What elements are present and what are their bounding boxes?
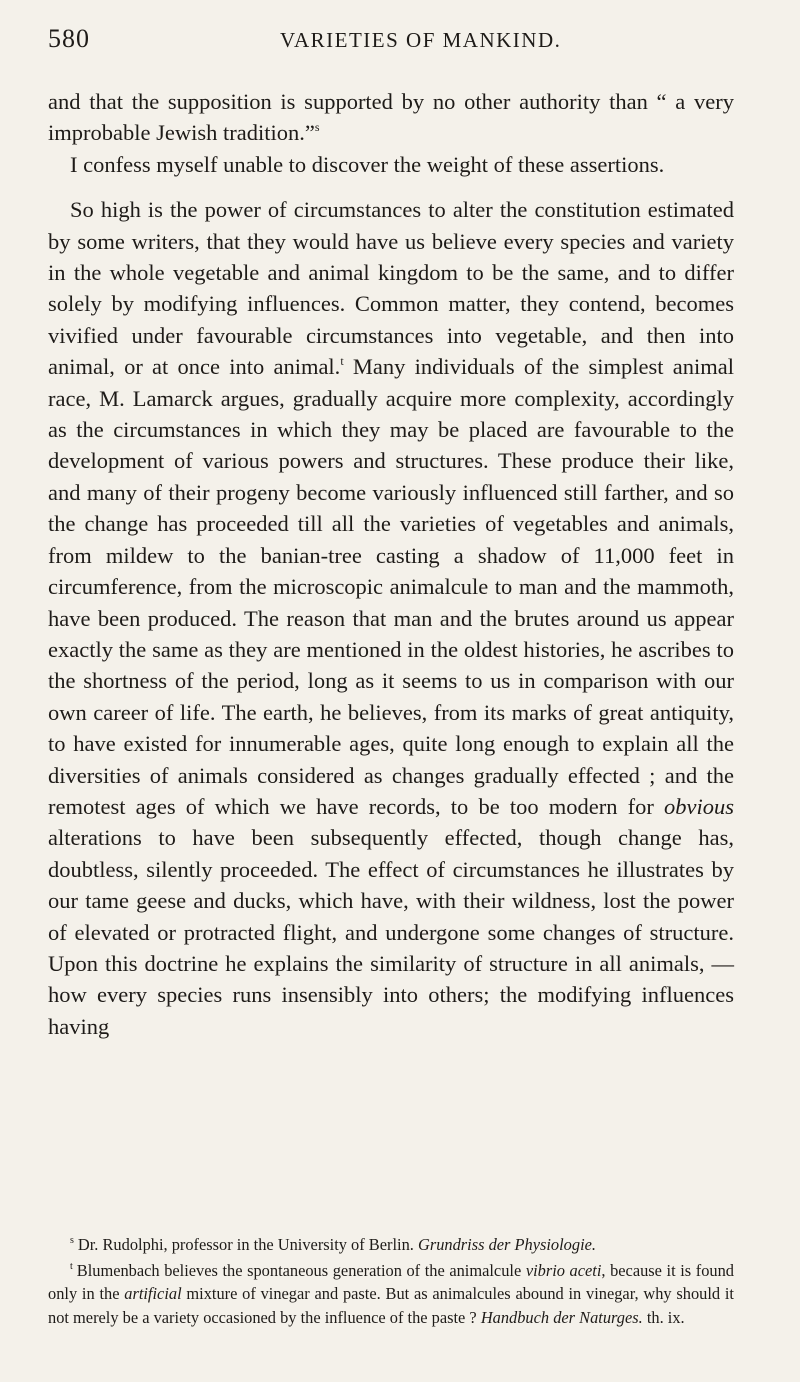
paragraph-3 (48, 194, 734, 1042)
paragraph-3-part-b: Many individuals of the simplest animal race, M. Lamarck argues, gradually acquire more complexity, accordingly as the circumstances in which they may be placed are favourable to the development of various powers and structures. These produce their like, and many of their progeny become variously influenced still farther, and so the change has proceeded till all the varieties of vegetables and animals, from mildew to the banian-tree casting a shadow of 11,000 feet in circumference, from the microscopic animalcule to man and the mammoth, have been produced. The reason that man and the brutes around us appear exactly the same as they are mentioned in the oldest histories, he ascribes to the shortness of the period, long as it seems to us in comparison with our own career of life. The earth, he believes, from its marks of great antiquity, to have existed for innumerable ages, quite long enough to explain all the diversities of animals considered as changes gradually effected ; and the remotest ages of which we have records, to be too modern for (48, 354, 734, 819)
footnote-t (48, 1259, 734, 1330)
footnotes (48, 1233, 734, 1329)
footnote-ref-t: t (340, 354, 344, 369)
footnote-t-text-b: , because it is found only in the (48, 1260, 734, 1303)
running-head: VARIETIES OF MANKIND. (280, 28, 562, 52)
paragraph-3-part-c: alterations to have been subsequently effected, though change has, doubtless, silently proceeded. The effect of circumstances he illustrates by our tame geese and ducks, which have, with their wildness, lost the power of elevated or protracted flight, and undergone some changes of structure. Upon this doctrine he explains the similarity of structure in all animals, — how every species runs insensibly into others; the modifying influences having (48, 825, 734, 1039)
body-text (48, 86, 734, 1042)
paragraph-3-part-a: So high is the power of circumstances to alter the constitution estimated by some writers, that they would have us believe every species and variety in the whole vegetable and animal kingdom to be the same, and to differ solely by modifying influences. Common matter, they contend, becomes vivified under favourable circumstances into vegetable, and then into animal, or at once into animal. (48, 197, 734, 380)
footnote-t-text-c: mixture of vinegar and paste. But as animalcules abound in vinegar, why should it not merely be a variety occasioned by the influence of the paste ? (48, 1284, 734, 1327)
footnote-t-text-d: th. ix. (642, 1307, 685, 1327)
page-header (48, 20, 728, 60)
footnote-t-species: vibrio aceti (525, 1260, 602, 1280)
footnote-t-title: Handbuch der Naturges. (480, 1307, 643, 1327)
footnote-s (48, 1233, 734, 1257)
footnote-t-artificial: artificial (124, 1284, 182, 1303)
paragraph-3-emphasis: obvious (664, 793, 734, 819)
footnote-t-marker: t (70, 1260, 73, 1272)
footnote-s-marker: s (70, 1235, 74, 1246)
footnote-s-text: Dr. Rudolphi, professor in the University of Berlin. (77, 1235, 418, 1254)
footnote-t-text-a: Blumenbach believes the spontaneous generation of the animalcule (76, 1260, 526, 1280)
page-number: 580 (48, 24, 90, 53)
paragraph-1-text: and that the supposition is supported by no other authority than “ a very improbable Jewish tradition.” (48, 89, 734, 146)
paragraph-2: I confess myself unable to discover the weight of these assertions. (70, 151, 665, 177)
paragraph-1 (48, 86, 734, 149)
footnote-ref-s: s (314, 120, 320, 135)
footnote-s-title: Grundriss der Physiologie. (417, 1235, 597, 1254)
